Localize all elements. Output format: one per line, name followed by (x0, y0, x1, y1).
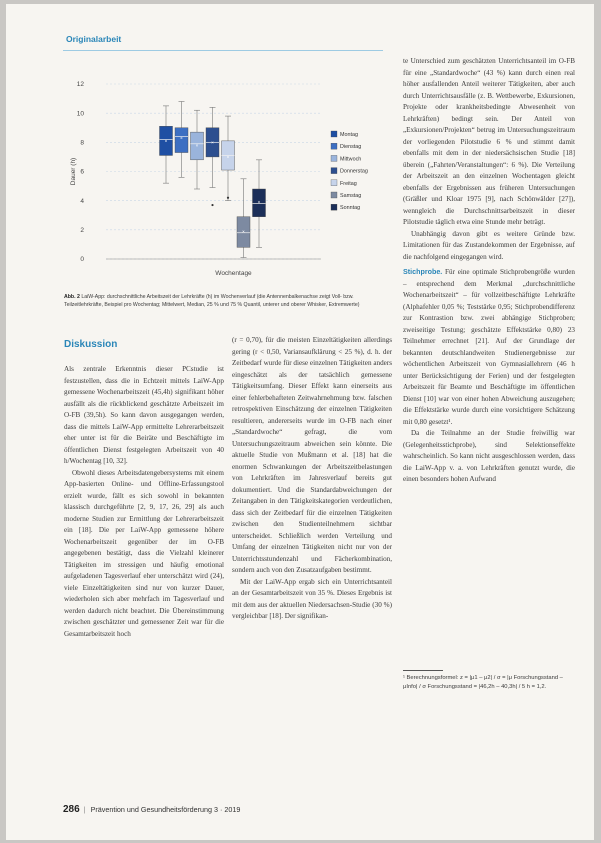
legend-label: Donnerstag (340, 168, 368, 175)
y-tick-label: 2 (80, 227, 84, 235)
paragraph: (r = 0,70), für die meisten Einzeltätigkeiten allerdings gering (r < 0,50, Variansaufklärung < 25 %), d. h. der Zeitbedarf wurde für diese einzelnen Tätigkeiten anders eingeschätzt als der tatsächlich gemessene Tätigkeitsumfang. Dieser Effekt kann einerseits aus einer fehlerbehafteten Zeitwahrnehmung bzw. falschen retrospektiven Einschätzung der einzelnen Tätigkeiten resultieren, andererseits wurde im O-FB nach einer „Standardwoche“ gefragt, die vom Untersuchungszeitraum abweichen sein könnte. Die aktuelle Studie von Mußmann et al. [18] hat die enormen Schwankungen der Arbeitszeitbelastungen von Lehrkräften im Jahresverlauf bereits gut dokumentiert. Und die Standardabweichungen der Zeitangaben in den Tätigkeitskategorien verdeutlichen, dass sich der Zeitbedarf für die einzelnen Tätigkeiten zwischen den Studienteilnehmern sichtbar unterscheidet. Schließlich werden Verteilung und Umfang der einzelnen Tätigkeiten nicht nur von der Unterrichtsstundenzahl und Fächerkombination, sondern auch von den Zusatzaufgaben bestimmt. (232, 336, 392, 574)
y-tick-label: 12 (76, 81, 84, 89)
middle-column (232, 335, 392, 623)
mean-marker: × (257, 199, 261, 205)
paragraph: Als zentrale Erkenntnis dieser PCstudie ist festzustellen, dass die in Echtzeit mittels LaiW-App gemessene Wochenarbeitszeit (45,4h) signifikant höher ausfällt als die rückblickend geschätzte Arbeitszeit im O-FB (39,5h). So kann davon ausgegangen werden, dass die mittels LaiW-App ermittelte Lehrerarbeitszeit eher unter ist für die Beiräte und Beschäftigte im öffentlichen Dienst festgelegten Arbeitszeit von 40 h/Wochentag [10, 32]. (64, 365, 224, 465)
legend-swatch (331, 155, 337, 161)
y-tick-label: 4 (80, 197, 84, 205)
footnote: ¹ Berechnungsformel: z = |μ1 – μ2| / σ = |μ Forschungsstand – μInfo| / σ Forschungsstand = |46,2h – 40,3h| / 5 h = 1,2. (403, 675, 563, 690)
header-divider (63, 50, 383, 51)
paragraph: Obwohl dieses Arbeitsdatengebersystems mit einem App-basierten Online- und Offline-Erfassungstool erzielt wurde, fällt es sich sowohl in bekannten klassisch durchgeführte [2, 9, 17, 26, 29] als auch moderne Studien zur Ermittlung der Lehrerarbeitszeit ein [18]. Die per LaiW-App gemessene höhere Wochenarbeitszeit gegenüber der im O-FB angegebenen bestätigt, dass die Vielzahl kleinerer Tätigkeiten im stressigen und häufig emotional aufgeladenen Tagesverlauf eher unterschätzt wird (24), viele Einzeltätigkeiten sind nur von kurzer Dauer, wiederholen sich aber mehrfach im Tagesverlauf und werden dadurch nicht beachtet. Die Übereinstimmung zwischen geschätzter und gemessener Zeit war für die Gesamtarbeitszeit hoch (64, 468, 224, 638)
footnote-rule (403, 670, 443, 671)
outlier-point (211, 204, 213, 206)
mean-marker: × (195, 142, 199, 148)
paragraph: Unabhängig davon gibt es weitere Gründe bzw. Limitationen für das Zustandekommen der Ergebnisse, auf die nachfolgend eingegangen wird. (403, 229, 575, 261)
mean-marker: × (226, 154, 230, 160)
legend-swatch (331, 143, 337, 149)
legend-label: Dienstag (340, 144, 362, 151)
paragraph: Da die Teilnahme an der Studie freiwillig war (Gelegenheitsstichprobe), sind Selektionseffekte wahrscheinlich. So kann nicht ausgeschlossen werden, dass die LaiW-App v. a. von Lehrkräften genutzt wurde, die einen besonders hohen Aufwand (403, 429, 575, 483)
legend-label: Montag (340, 132, 358, 138)
mean-marker: × (180, 135, 183, 141)
y-tick-label: 6 (80, 168, 84, 176)
legend-label: Samstag (340, 193, 362, 199)
section-heading-diskussion: Diskussion (64, 339, 118, 350)
paragraph: te Unterschied zum geschätzten Unterrichtsanteil im O-FB für eine „Standardwoche“ (43 %) kann durch einen real höher ausfallenden Anteil weiterer Tätigkeiten, aber auch durch Unterrichtsausfälle (z. B. Wettbewerbe, Exkursionen, Projekte oder krankheitsbedingte Abwesenheit von Lehrkräften) bedingt sein. Der Anteil von „Exkursionen/Projekten“ betrug im Untersuchungszeitraum der vorliegenden Pilotstudie 6 % und stimmt damit ebenfalls mit dem in der niedersächsischen Studie [18] überein („Fahrten/Veranstaltungen“: 6 %). Die Verteilung der Arbeitszeit an den einzelnen Wochentagen gleicht ebenfalls der Ergebnissen aus früheren Untersuchungen (Gräßler und Kloar 1975 [9], nach Schönwälder [27]), wenngleich die Durchschnittsarbeitszeit in dieser Pilotstudie täglich etwa eine Stunde mehr beträgt. (403, 57, 575, 226)
caption-text: LaiW-App: durchschnittliche Arbeitszeit der Lehrkräfte (h) im Wochenverlauf (die Antennenbalkenachse zeigt Voll- bzw. Teilzeitlehrkräfte, Beispiel pro Wochentag; Mittelwert, Median, 25 % und 75 % Quantil, unterer und oberer Whisker, Extremwerte) (64, 294, 360, 309)
outlier-point (227, 197, 229, 199)
mean-marker: × (211, 139, 214, 145)
y-tick-label: 10 (76, 110, 84, 118)
mean-marker: × (164, 138, 168, 144)
page (6, 4, 594, 840)
paragraph: Mit der LaiW-App ergab sich ein Unterrichtsanteil an der Gesamtarbeitszeit von 35 %. Dieses Ergebnis ist mit dem aus der aktuellen Niedersachsen-Studie (30 %) vergleichbar [18]. Der signifikan- (232, 577, 392, 620)
page-footer: 286 | Prävention und Gesundheitsförderung 3 · 2019 (63, 804, 241, 815)
legend-swatch (331, 192, 337, 198)
caption-label: Abb. 2 (64, 294, 80, 300)
x-axis-label: Wochentage (215, 270, 252, 277)
y-axis-label: Dauer (h) (70, 157, 77, 186)
section-header: Originalarbeit (66, 34, 122, 44)
box-plot-chart (61, 74, 391, 289)
page-number: 286 (63, 804, 80, 815)
legend-swatch (331, 131, 337, 137)
right-column (403, 56, 575, 486)
mean-marker: × (242, 228, 245, 234)
legend-label: Sonntag (340, 205, 361, 212)
y-tick-label: 0 (80, 256, 84, 264)
y-tick-label: 8 (80, 139, 84, 147)
left-column (64, 364, 224, 640)
legend-swatch (331, 180, 337, 186)
figure-caption (64, 293, 382, 309)
legend-label: Freitag (340, 180, 357, 187)
legend-swatch (331, 204, 337, 210)
paragraph: Für eine optimale Stichprobengröße wurden – entsprechend dem Merkmal „durchschnittliche Wochenarbeitszeit“ – für vollzeitbeschäftigte Lehrkräfte (Alphafehler 0,05 %; Teststärke 0,95; Stichprobendifferenz zur Kontrastion bzw. zwei abhängige Stichproben; zweiseitige Testung; geschätzte Effektstärke 0,80) 23 Teilnehmer errechnet [21]. Auf der Grundlage der bekannten deutschlandweiten Studienergebnisse zur wöchentlichen Arbeitszeit von Gymnasiallehrern (46 h unter Berücksichtigung der Ferien) und der festgelegten Arbeitszeit für Beamte und Beschäftigte im öffentlichen Dienst [10] war von einer hohen Abweichung auszugehen; die Effektstärke wurde durch eine vorsichtigere Schätzung mit 0,80 gesetzt¹. (403, 268, 575, 426)
legend-label: Mittwoch (340, 156, 362, 163)
legend-swatch (331, 168, 337, 174)
subheading-stichprobe: Stichprobe. (403, 268, 443, 276)
journal-name: Prävention und Gesundheitsförderung 3 · 2019 (90, 805, 241, 814)
